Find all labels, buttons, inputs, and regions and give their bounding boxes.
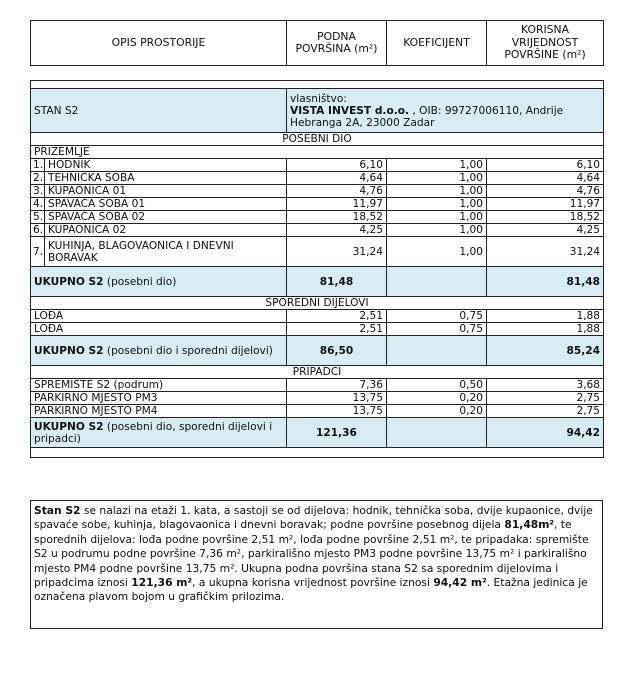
room-useful-area: 4,25 [487, 224, 604, 237]
pripadci-row-useful-area: 2,75 [487, 392, 604, 405]
sporedni-list [31, 310, 604, 336]
sporedni-row-coefficient: 0,75 [387, 310, 487, 323]
sporedni-row-area: 2,51 [287, 310, 387, 323]
room-useful-area: 18,52 [487, 211, 604, 224]
total-sporedni-row: UKUPNO S2 (posebni dio i sporedni dijelovi) 86,50 85,24 [31, 336, 604, 366]
pripadci-row-name: SPREMIŠTE S2 (podrum) [31, 379, 287, 392]
header-floor-area: PODNA POVRŠINA (m²) [287, 21, 387, 66]
header-coefficient: KOEFICIJENT [387, 21, 487, 66]
area-table [30, 80, 604, 458]
room-name: KUPAONICA 01 [45, 185, 287, 198]
room-area: 11,97 [287, 198, 387, 211]
unit-name: STAN S2 [31, 89, 287, 133]
header-useful-value: KORISNA VRIJEDNOST POVRŠINE (m²) [487, 21, 604, 66]
room-coefficient: 1,00 [387, 198, 487, 211]
room-number: 4. [31, 198, 45, 211]
header-description: OPIS PROSTORIJE [31, 21, 287, 66]
room-area: 18,52 [287, 211, 387, 224]
total-pripadci-row: UKUPNO S2 (posebni dio, sporedni dijelovi i pripadci) 121,36 94,42 [31, 418, 604, 448]
section-posebni: POSEBNI DIO [31, 133, 604, 146]
room-number: 1. [31, 159, 45, 172]
description-box: Stan S2 se nalazi na etaži 1. kata, a sastoji se od dijelova: hodnik, tehnička soba, dvije kupaonice, dvije spavaće sobe, kuhinja, blagovaonica i dnevni boravak; podne površine posebnog dijela 81,48m², te sporednih dijelova: lođa podne površine 2,51 m², lođa podne površine 2,51 m², te pripadaka: spremište S2 u podrumu podne površine 7,36 m², parkirališno mjesto PM3 podne površine 13,75 m² i parkirališno mjesto PM4 podne površine 13,75 m². Ukupna podna površina stana S2 sa sporednim dijelovima i pripadcima iznosi 121,36 m², a ukupna korisna vrijednost površine iznosi 94,42 m². Etažna jedinica je označena plavom bojom u grafičkim prilozima. [30, 500, 603, 629]
header-table [30, 20, 604, 66]
sporedni-row-coefficient: 0,75 [387, 323, 487, 336]
pripadci-row-area: 13,75 [287, 392, 387, 405]
room-row [31, 224, 604, 237]
room-row [31, 211, 604, 224]
pripadci-row [31, 405, 604, 418]
pripadci-row-useful-area: 2,75 [487, 405, 604, 418]
room-name: SPAVAĆA SOBA 01 [45, 198, 287, 211]
sporedni-row [31, 323, 604, 336]
owner-name: VISTA INVEST d.o.o. [290, 104, 410, 117]
pripadci-row-coefficient: 0,20 [387, 405, 487, 418]
section-sporedni: SPOREDNI DIJELOVI [31, 297, 604, 310]
total-posebni-row: UKUPNO S2 (posebni dio) 81,48 81,48 [31, 267, 604, 297]
room-row [31, 237, 604, 267]
pripadci-row-coefficient: 0,20 [387, 392, 487, 405]
sporedni-row [31, 310, 604, 323]
section-prizemlje: PRIZEMLJE [31, 146, 604, 159]
room-useful-area: 11,97 [487, 198, 604, 211]
room-area: 4,25 [287, 224, 387, 237]
unit-owner: vlasništvo: VISTA INVEST d.o.o. , OIB: 99727006110, Andrije Hebranga 2A, 23000 Zadar [287, 89, 604, 133]
room-area: 6,10 [287, 159, 387, 172]
sporedni-row-name: LOĐA [31, 323, 287, 336]
sporedni-row-name: LOĐA [31, 310, 287, 323]
room-area: 31,24 [287, 237, 387, 267]
rooms-list [31, 159, 604, 267]
room-useful-area: 6,10 [487, 159, 604, 172]
sporedni-row-area: 2,51 [287, 323, 387, 336]
pripadci-row-name: PARKIRNO MJESTO PM3 [31, 392, 287, 405]
room-name: HODNIK [45, 159, 287, 172]
room-coefficient: 1,00 [387, 211, 487, 224]
room-useful-area: 4,64 [487, 172, 604, 185]
pripadci-row-useful-area: 3,68 [487, 379, 604, 392]
room-coefficient: 1,00 [387, 159, 487, 172]
room-useful-area: 31,24 [487, 237, 604, 267]
sporedni-row-useful-area: 1,88 [487, 323, 604, 336]
room-coefficient: 1,00 [387, 237, 487, 267]
room-name: KUHINJA, BLAGOVAONICA I DNEVNI BORAVAK [45, 237, 287, 267]
room-number: 7. [31, 237, 45, 267]
spacer-row [31, 81, 604, 89]
room-useful-area: 4,76 [487, 185, 604, 198]
room-row [31, 172, 604, 185]
sporedni-row-useful-area: 1,88 [487, 310, 604, 323]
pripadci-row-area: 13,75 [287, 405, 387, 418]
room-row [31, 198, 604, 211]
section-pripadci: PRIPADCI [31, 366, 604, 379]
spacer-row-bottom [31, 448, 604, 458]
room-number: 5. [31, 211, 45, 224]
room-number: 6. [31, 224, 45, 237]
room-name: KUPAONICA 02 [45, 224, 287, 237]
room-area: 4,64 [287, 172, 387, 185]
pripadci-row [31, 379, 604, 392]
room-row [31, 185, 604, 198]
room-number: 2. [31, 172, 45, 185]
unit-row [31, 89, 604, 133]
room-coefficient: 1,00 [387, 185, 487, 198]
pripadci-row-name: PARKIRNO MJESTO PM4 [31, 405, 287, 418]
room-coefficient: 1,00 [387, 224, 487, 237]
room-number: 3. [31, 185, 45, 198]
pripadci-row [31, 392, 604, 405]
pripadci-row-area: 7,36 [287, 379, 387, 392]
pripadci-row-coefficient: 0,50 [387, 379, 487, 392]
room-name: TEHNIČKA SOBA [45, 172, 287, 185]
room-name: SPAVAĆA SOBA 02 [45, 211, 287, 224]
pripadci-list [31, 379, 604, 418]
room-coefficient: 1,00 [387, 172, 487, 185]
room-row [31, 159, 604, 172]
room-area: 4,76 [287, 185, 387, 198]
